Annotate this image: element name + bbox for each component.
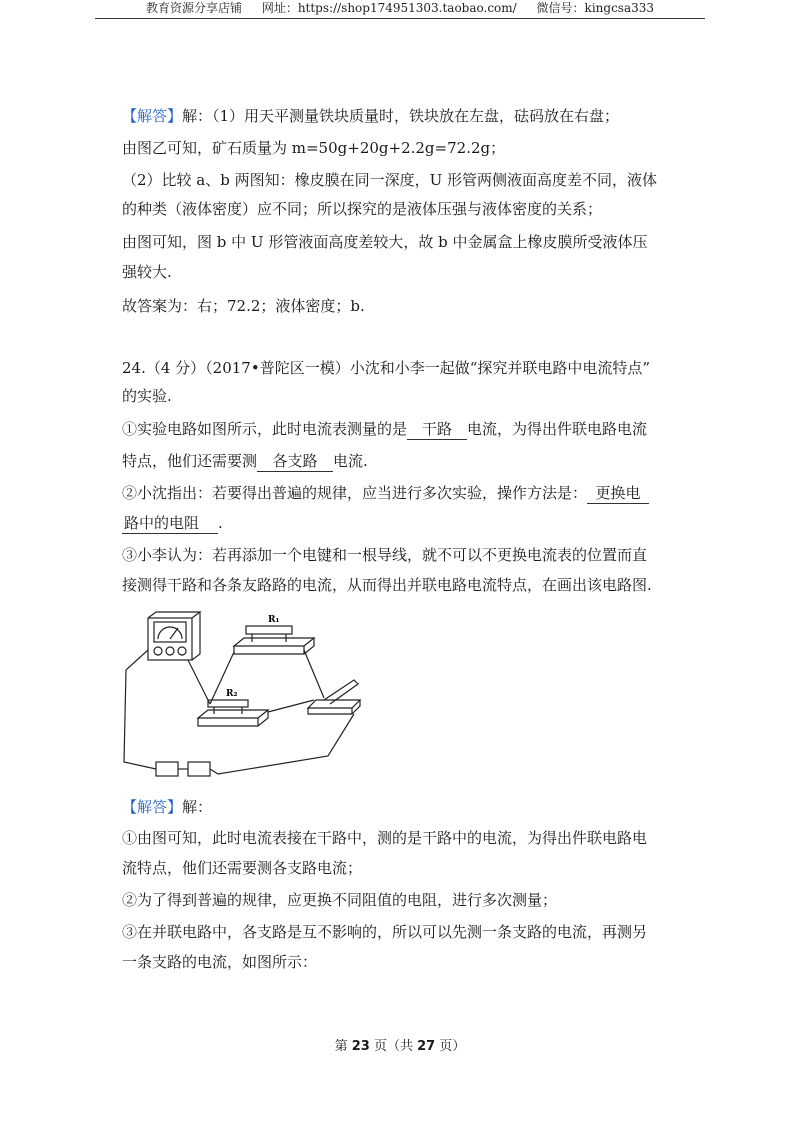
answer-text-0: 解： bbox=[182, 798, 213, 816]
q23-line-6: 强较大. bbox=[122, 263, 172, 281]
q23-line-1 bbox=[122, 106, 619, 126]
q23-text-1: 解：（1）用天平测量铁块质量时，铁块放在左盘，砝码放在右盘； bbox=[182, 107, 620, 125]
ammeter-icon bbox=[148, 612, 200, 660]
wire bbox=[124, 650, 156, 769]
r1-label: R₁ bbox=[268, 615, 280, 625]
r2-label: R₂ bbox=[226, 689, 238, 699]
q24-line-8: 接测得干路和各条友路路的电流，从而得出并联电路电流特点，在画出该电路图. bbox=[122, 576, 652, 594]
q24-text-5a: ②小沈指出：若要得出普遍的规律，应当进行多次实验，操作方法是： bbox=[122, 484, 588, 502]
header-wechat: 微信号：kingcsa333 bbox=[536, 1, 655, 15]
circuit-diagram bbox=[118, 606, 388, 786]
page-header bbox=[95, 0, 705, 19]
wire bbox=[304, 650, 324, 698]
answer-line-5: 一条支路的电流，如图所示： bbox=[122, 953, 318, 971]
answer-line-1: ①由图可知，此时电流表接在干路中，测的是干路中的电流，为得出件联电路电 bbox=[122, 829, 648, 847]
page-total: 27 bbox=[417, 1039, 436, 1054]
q24-text-6b: . bbox=[218, 514, 223, 532]
answer-blank-1: 干路 bbox=[407, 419, 467, 440]
footer-pre: 第 bbox=[334, 1039, 348, 1054]
page-footer bbox=[0, 1035, 800, 1054]
q24-line-5 bbox=[122, 483, 649, 504]
q23-line-7: 故答案为：右；72.2；液体密度；b. bbox=[122, 297, 365, 315]
q23-line-4: 的种类（液体密度）应不同；所以探究的是液体压强与液体密度的关系； bbox=[122, 200, 603, 218]
answer-tag: 【解答】 bbox=[122, 107, 183, 125]
answer-line-3: ②为了得到普遍的规律，应更换不同阻值的电阻，进行多次测量； bbox=[122, 891, 558, 909]
q24-line-6 bbox=[122, 513, 223, 534]
answer-blank-3a: 更换电 bbox=[587, 483, 649, 504]
q23-line-3: （2）比较 a、b 两图知：橡皮膜在同一深度，U 形管两侧液面高度差不同，液体 bbox=[122, 171, 658, 189]
q24-line-7: ③小李认为：若再添加一个电键和一根导线，就不可以不更换电流表的位置而直 bbox=[122, 546, 648, 564]
answer-line-2: 流特点，他们还需要测各支路电流； bbox=[122, 859, 363, 877]
header-url: 网址：https://shop174951303.taobao.com/ bbox=[261, 1, 517, 15]
q24-line-3 bbox=[122, 419, 647, 440]
page-number: 23 bbox=[351, 1039, 370, 1054]
switch-icon bbox=[308, 680, 360, 714]
resistor-r1-icon bbox=[234, 626, 314, 654]
q24-text-3b: 电流，为得出件联电路电流 bbox=[467, 420, 648, 438]
q23-line-2: 由图乙可知，矿石质量为 m=50g+20g+2.2g=72.2g； bbox=[122, 139, 506, 157]
answer-tag-2: 【解答】 bbox=[122, 798, 183, 816]
answer-line-0 bbox=[122, 797, 212, 817]
q24-line-2: 的实验. bbox=[122, 387, 172, 405]
wire bbox=[268, 700, 314, 712]
header-shop: 教育资源分享店铺 bbox=[145, 1, 242, 15]
q24-text-3a: ①实验电路如图所示，此时电流表测量的是 bbox=[122, 420, 408, 438]
q24-line-4 bbox=[122, 451, 368, 472]
q24-text-4a: 特点，他们还需要测 bbox=[122, 452, 258, 470]
q24-line-1: 24.（4 分）（2017•普陀区一模）小沈和小李一起做“探究并联电路中电流特点” bbox=[122, 359, 651, 377]
battery-icon bbox=[156, 762, 210, 776]
wire bbox=[210, 714, 354, 774]
answer-line-4: ③在并联电路中，各支路是互不影响的，所以可以先测一条支路的电流，再测另 bbox=[122, 923, 648, 941]
footer-mid: 页（共 bbox=[373, 1039, 413, 1054]
resistor-r2-icon bbox=[198, 700, 268, 726]
q24-text-4b: 电流. bbox=[333, 452, 368, 470]
q23-line-5: 由图可知，图 b 中 U 形管液面高度差较大，故 b 中金属盒上橡皮膜所受液体压 bbox=[122, 233, 648, 251]
footer-post: 页） bbox=[439, 1039, 466, 1054]
wire bbox=[188, 660, 210, 704]
answer-blank-2: 各支路 bbox=[257, 451, 333, 472]
answer-blank-3b: 路中的电阻 bbox=[122, 513, 218, 534]
